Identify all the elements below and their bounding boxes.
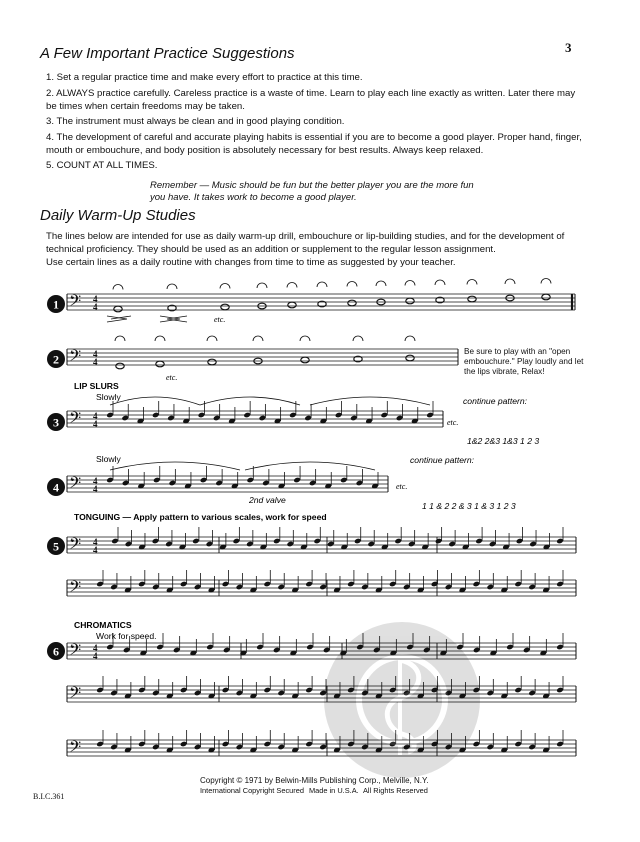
line-number-3 — [47, 413, 65, 431]
svg-text:𝄢: 𝄢 — [69, 578, 82, 600]
svg-text:4: 4 — [93, 484, 98, 494]
line-number-2 — [47, 350, 65, 368]
svg-text:4: 4 — [93, 545, 98, 555]
watermark-logo — [324, 622, 480, 778]
svg-text:4: 4 — [93, 302, 98, 312]
slowly-label-1: Slowly — [96, 392, 121, 402]
fingering-1: 1&2 2&3 1&3 1 2 3 — [467, 436, 540, 446]
etc-label-1: etc. — [214, 315, 226, 324]
line-number-5 — [47, 537, 65, 555]
copyright-secured: International Copyright Secured — [200, 786, 304, 795]
svg-text:𝄢: 𝄢 — [69, 292, 82, 314]
svg-text:4: 4 — [93, 537, 98, 547]
warmup-intro: The lines below are intended for use as daily warm-up drill, embouchure or lip-building studies, and for the development of technical proficiency. They should be used as an addition or supplement to the regular lesson assignment. — [46, 231, 565, 255]
etc-label-2: etc. — [166, 373, 178, 382]
practice-item-1: 1. Set a regular practice time and make every effort to practice at this time. — [46, 72, 363, 83]
svg-text:5: 5 — [53, 539, 59, 554]
open-embouchure-note: Be sure to play with an "open embouchure." Play loudly and let the lips vibrate, Relax! — [464, 347, 584, 376]
warmup-intro-2: Use certain lines as a daily routine with changes from time to time as suggested by your teacher. — [46, 257, 456, 268]
svg-text:4: 4 — [93, 294, 98, 304]
remember-note: Remember — Music should be fun but the better player you are the more fun you have. It takes work to become a good player. — [150, 180, 474, 203]
svg-text:4: 4 — [53, 480, 59, 495]
svg-text:4: 4 — [93, 349, 98, 359]
svg-text:4: 4 — [93, 651, 98, 661]
lip-slurs-label: LIP SLURS — [74, 381, 119, 391]
fingering-2: 1 1 & 2 2 & 3 1 & 3 1 2 3 — [422, 501, 516, 511]
svg-text:𝄢: 𝄢 — [69, 347, 82, 369]
svg-text:2: 2 — [53, 352, 59, 367]
slowly-label-2: Slowly — [96, 454, 121, 464]
chromatics-label: CHROMATICS — [74, 620, 132, 630]
page-number: 3 — [565, 40, 572, 55]
svg-text:𝄢: 𝄢 — [69, 641, 82, 663]
rights-reserved: All Rights Reserved — [363, 786, 428, 795]
svg-text:𝄢: 𝄢 — [69, 535, 82, 557]
svg-text:𝄢: 𝄢 — [69, 684, 82, 706]
practice-item-2: 2. ALWAYS practice carefully. Careless practice is a waste of time. Learn to play each line exactly as written. Later there may be times when certain freedoms may be taken. — [46, 88, 576, 112]
line-number-4 — [47, 478, 65, 496]
svg-text:4: 4 — [93, 357, 98, 367]
work-for-speed-label: Work for speed. — [96, 631, 157, 641]
catalog-code: B.I.C.361 — [33, 792, 65, 801]
continue-pattern-2: continue pattern: — [410, 455, 475, 465]
svg-text:𝄢: 𝄢 — [69, 474, 82, 496]
section-title-practice: A Few Important Practice Suggestions — [40, 45, 295, 62]
line-number-6 — [47, 642, 65, 660]
copyright-line: Copyright © 1971 by Belwin-Mills Publishing Corp., Melville, N.Y. — [200, 776, 429, 785]
svg-text:𝄢: 𝄢 — [69, 409, 82, 431]
continue-pattern-1: continue pattern: — [463, 396, 528, 406]
svg-text:𝄢: 𝄢 — [69, 738, 82, 760]
svg-text:4: 4 — [93, 419, 98, 429]
etc-label-3: etc. — [447, 418, 459, 427]
svg-text:4: 4 — [93, 643, 98, 653]
line-number-1 — [47, 295, 65, 313]
svg-text:1: 1 — [53, 297, 59, 312]
practice-item-5: 5. COUNT AT ALL TIMES. — [46, 160, 158, 171]
second-valve-label: 2nd valve — [249, 495, 286, 505]
svg-text:4: 4 — [93, 411, 98, 421]
hairpins — [107, 316, 187, 322]
made-in: Made in U.S.A. — [309, 786, 359, 795]
svg-text:4: 4 — [93, 476, 98, 486]
section-title-warmup: Daily Warm-Up Studies — [40, 207, 196, 224]
practice-item-3: 3. The instrument must always be clean and in good playing condition. — [46, 116, 345, 127]
practice-item-4: 4. The development of careful and accurate playing habits is essential if you are to become a good player. Proper hand, finger, mouth or embouchure, and body position is absolutely necessary for best results. Always keep relaxed. — [46, 132, 582, 156]
tonguing-label: TONGUING — Apply pattern to various scales, work for speed — [74, 512, 327, 522]
svg-text:6: 6 — [53, 644, 59, 659]
etc-label-4: etc. — [396, 482, 408, 491]
svg-text:3: 3 — [53, 415, 59, 430]
